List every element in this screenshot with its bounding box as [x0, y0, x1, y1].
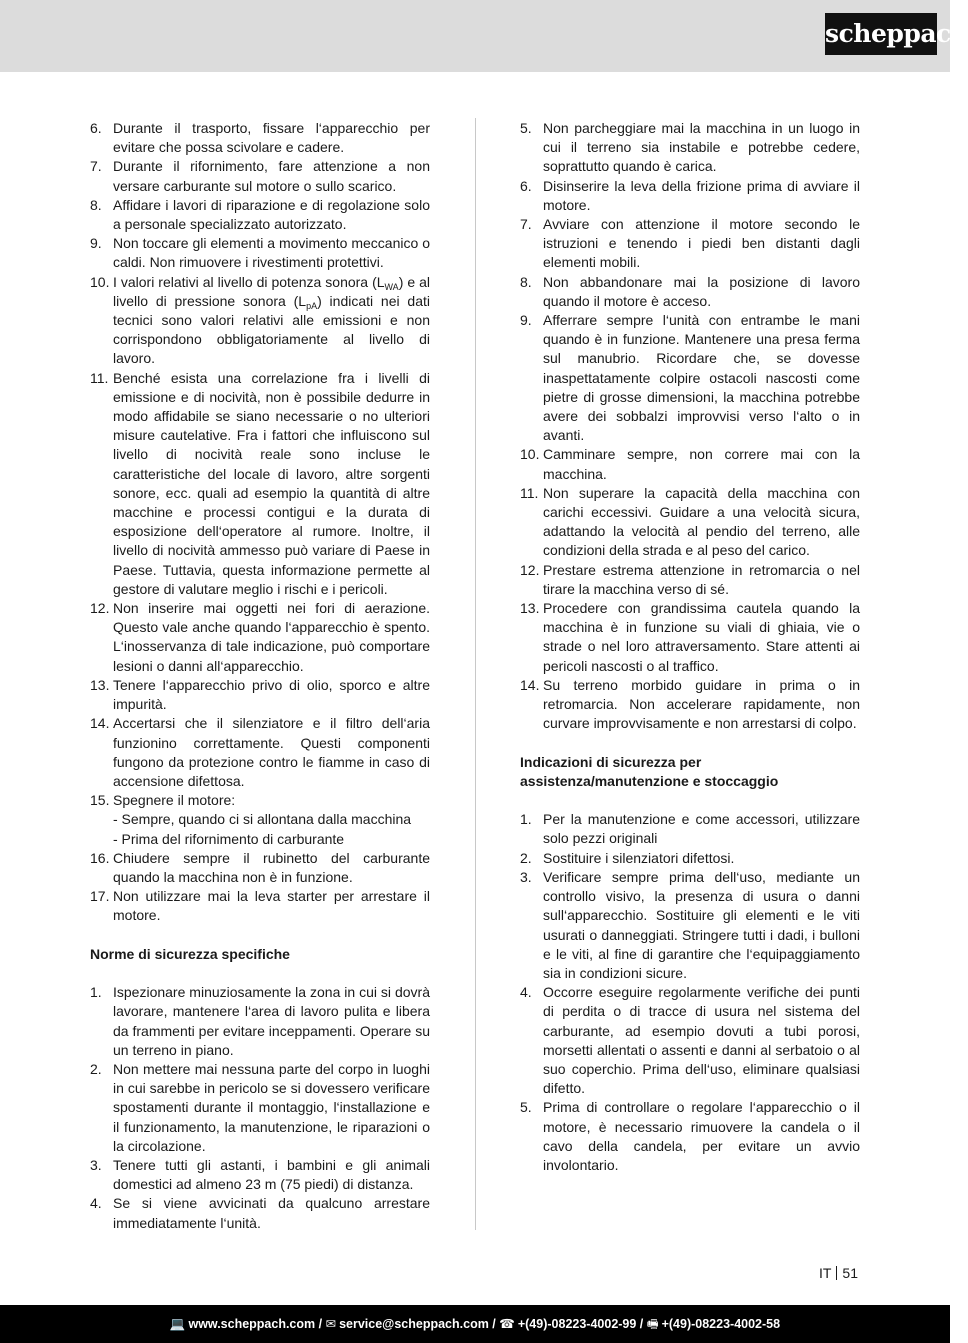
- phone-icon: ☎: [499, 1317, 515, 1331]
- list-item-noise-values: 10. I valori relativi al livello di potenza sonora $(L_{WA})$ e al livello di pressione sonora $(L_{pA})$ indicati nei dati tecnici sono valori relativi alle emissioni e non corrispondono obbligatoriamente al livello di lavoro.: [90, 273, 430, 367]
- list-item: 17. Non utilizzare mai la leva starter per arrestare il motore.: [90, 888, 430, 924]
- footer-phone: +(49)-08223-4002-99 /: [517, 1317, 644, 1331]
- list-item: 1. Ispezionare minuziosamente la zona in cui si dovrà lavorare, mantenere l‘area di lavoro pulita e libera da frammenti per evitare inceppamenti. Operare su un terreno in piano.: [90, 984, 430, 1058]
- brand-logo: scheppach: [825, 13, 937, 55]
- footer-fax: +(49)-08223-4002-58: [661, 1317, 781, 1331]
- fax-icon: 🖷: [646, 1317, 659, 1331]
- list-item: 10. Camminare sempre, non correre mai con la macchina.: [520, 446, 860, 482]
- list-item: 12. Prestare estrema attenzione in retromarcia o nel tirare la macchina verso di sé.: [520, 561, 860, 597]
- section-heading: Norme di sicurezza specifiche: [90, 945, 290, 962]
- specific-safety-list: [90, 983, 430, 1233]
- list-item: 4. Se si viene avvicinati da qualcuno arrestare immediatamente l‘unità.: [90, 1195, 430, 1231]
- page-number-value: 51: [842, 1265, 858, 1281]
- page-number: [819, 1265, 858, 1281]
- maintenance-safety-list: [520, 810, 860, 1175]
- list-item: 7. Avviare con attenzione il motore secondo le istruzioni e tenendo i piedi ben distanti dagli elementi mobili.: [520, 216, 860, 271]
- list-item: 11. Non superare la capacità della macchina con carichi eccessivi. Guidare a una velocità sicura, adattando la velocità al pendio del terreno, alle condizioni della strada e al peso del carico.: [520, 484, 860, 559]
- sub-item: - Prima del rifornimento di carburante: [113, 830, 345, 847]
- list-item: 5. Prima di controllare o regolare l‘apparecchio o il motore, è necessario rimuovere la candela o il cavo della candela, per evitare un avvio involontario.: [520, 1099, 860, 1173]
- general-safety-list: [90, 119, 430, 926]
- list-item: 14. Su terreno morbido guidare in prima o in retromarcia. Non accelerare rapidamente, non curvare improvvisamente e non arrestarsi di colpo.: [520, 676, 860, 732]
- footer-bar: [0, 1305, 950, 1343]
- list-item: 9. Afferrare sempre l‘unità con entrambe le mani quando è in funzione. Mantenere una presa ferma sul manubrio. Ricordare che, se dovesse inaspettatamente colpire ostacoli nascosti come pietre di grosse dimensioni, la macchina potrebbe avere dei sobbalzi improvvisi verso l‘alto o in avanti.: [520, 312, 860, 444]
- mail-icon: ✉: [325, 1317, 337, 1331]
- list-item: 7. Durante il rifornimento, fare attenzione a non versare carburante sul motore o sullo scarico.: [90, 158, 430, 194]
- list-item: 1. Per la manutenzione e come accessori, utilizzare solo pezzi originali: [520, 811, 860, 847]
- footer-email-link[interactable]: service@scheppach.com /: [339, 1317, 496, 1331]
- list-item: 13. Procedere con grandissima cautela quando la macchina è in funzione su viali di ghiaia, vie o strade o nel loro attraversamento. Stare attenti ai pericoli nascosti o al traffico.: [520, 600, 860, 674]
- sub-item: - Sempre, quando ci si allontana dalla macchina: [113, 811, 412, 828]
- language-code: IT: [818, 1265, 832, 1281]
- section-heading: Indicazioni di sicurezza per assistenza/manutenzione e stoccaggio: [520, 753, 779, 789]
- column-divider: [475, 118, 476, 1230]
- list-item: 13. Tenere l‘apparecchio privo di olio, sporco e altre impurità.: [90, 676, 430, 713]
- list-item: 6. Durante il trasporto, fissare l‘apparecchio per evitare che possa scivolare e cadere.: [90, 120, 430, 156]
- list-item: 3. Tenere tutti gli astanti, i bambini e gli animali domestici ad almeno 23 m (75 piedi) di distanza.: [90, 1156, 430, 1193]
- separator: [836, 1266, 837, 1280]
- footer-website-link[interactable]: www.scheppach.com /: [188, 1317, 323, 1331]
- computer-icon: 💻: [169, 1317, 186, 1331]
- list-item: 9. Non toccare gli elementi a movimento meccanico o caldi. Non rimuovere i rivestimenti protettivi.: [90, 235, 430, 271]
- list-item: 14. Accertarsi che il silenziatore e il filtro dell‘aria funzionino correttamente. Questi componenti fungono da protezione contro le fiamme in caso di accensione difettosa.: [90, 715, 430, 789]
- list-item: 5. Non parcheggiare mai la macchina in un luogo in cui il terreno sia instabile e potrebbe cedere, soprattutto quando è carica.: [520, 120, 860, 175]
- list-item: 16. Chiudere sempre il rubinetto del carburante quando la macchina non è in funzione.: [90, 849, 430, 885]
- list-item: 12. Non inserire mai oggetti nei fori di aerazione. Questo vale anche quando l‘apparecchio è spento. L‘inosservanza di tale indicazione, può comportare lesioni o danni all‘apparecchio.: [90, 600, 430, 674]
- list-item: 6. Disinserire la leva della frizione prima di avviare il motore.: [520, 177, 860, 213]
- left-column: [90, 119, 430, 1233]
- list-item: 11. Benché esista una correlazione fra i livelli di emissione e di nocività, non è possibile dedurre in modo affidabile se siano necessarie o no ulteriori misure cautelative. Fra i fattori che influiscono sul livello di nocività reale sono incluse le caratteristiche del locale di lavoro, altre sorgenti sonore, ecc. quali ad esempio la quantità di altre macchine e processi contigui e la durata di esposizione dell‘operatore al rumore. Inoltre, il livello di nocività ammesso può variare di Paese in Paese. Tuttavia, questa informazione permette al gestore di valutare meglio i rischi e i pericoli.: [90, 369, 430, 597]
- list-item: 2. Non mettere mai nessuna parte del corpo in luoghi in cui sarebbe in pericolo se si dovessero verificare spostamenti durante il montaggio, l‘installazione e il funzionamento, la manutenzione, le riparazioni o la circolazione.: [90, 1060, 430, 1154]
- list-item: 8. Non abbandonare mai la posizione di lavoro quando il motore è acceso.: [520, 273, 860, 309]
- specific-safety-list-continued: [520, 119, 860, 734]
- list-item: 2. Sostituire i silenziatori difettosi.: [520, 849, 735, 866]
- list-item: 3. Verificare sempre prima dell‘uso, mediante un controllo visivo, la presenza di usura o danni sull‘apparecchio. Sostituire gli elementi e le viti usurati o danneggiati. Stringere tutti i dadi, i bulloni e le viti, al fine di garantire che l‘equipaggiamento sia in condizioni sicure.: [520, 868, 860, 981]
- right-column: [520, 119, 860, 1175]
- list-item-stop-engine: 15. Spegnere il motore: - Sempre, quando ci si allontana dalla macchina - Prima del rifornimento di carburante: [90, 791, 430, 849]
- header-bar: [0, 0, 968, 72]
- list-item: 4. Occorre eseguire regolarmente verifiche dei punti di perdita o di tracce di usura nel sistema del carburante, ad esempio dovuti a tubi porosi, morsetti allentati o assenti e danni al serbatoio o al suo coperchio. Prima dell‘uso, eliminare qualsiasi difetto.: [520, 984, 860, 1097]
- list-item: 8. Affidare i lavori di riparazione e di regolazione solo a personale specializzato autorizzato.: [90, 196, 430, 233]
